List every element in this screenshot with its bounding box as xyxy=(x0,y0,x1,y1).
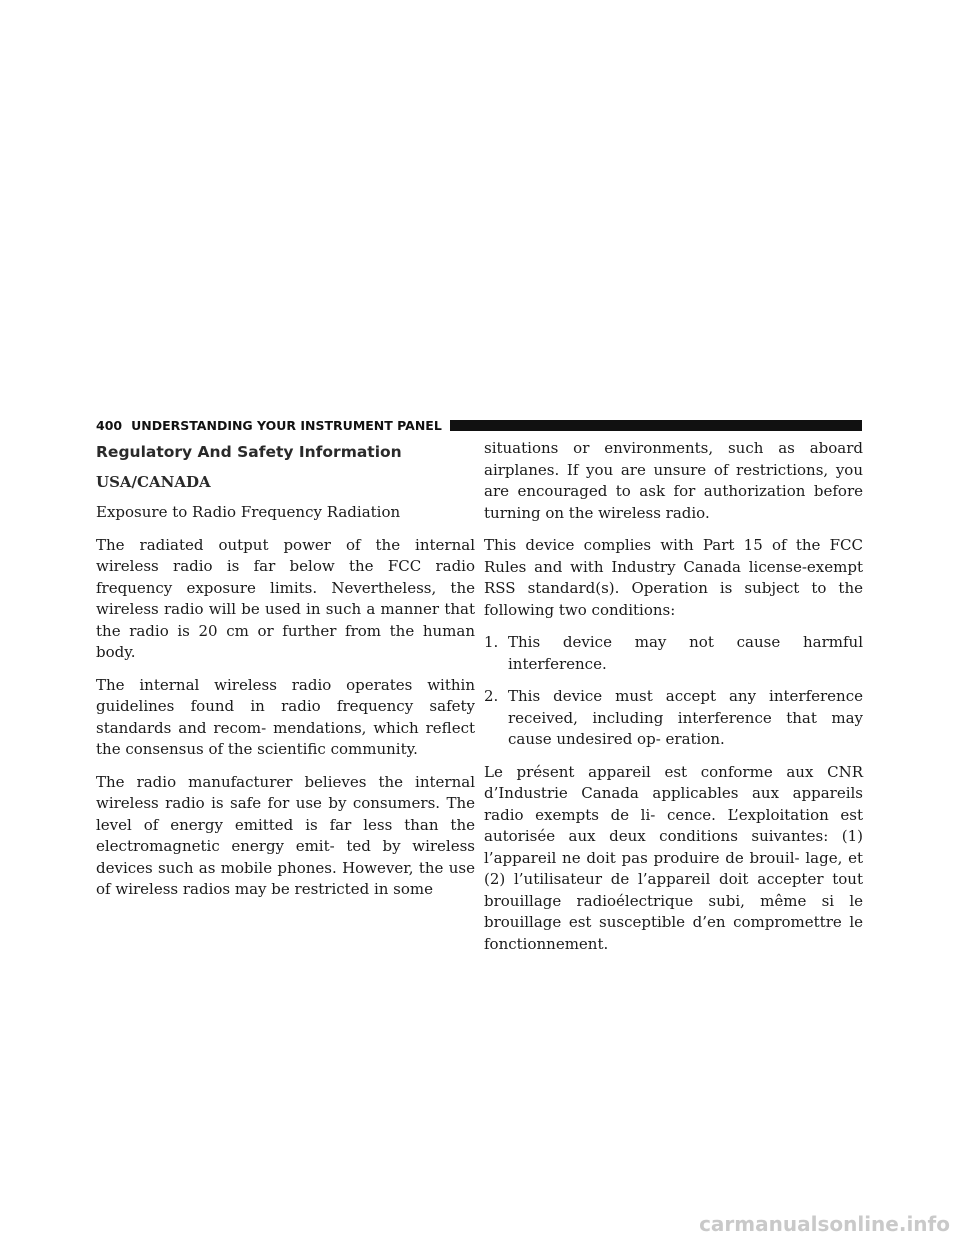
list-item xyxy=(484,686,863,751)
paragraph: The radio manufacturer believes the internal wireless radio is safe for use by consumers. The level of energy emitted is far less than the electromagnetic energy emit- ted by wireless devices such as mobile phones. However, the use of wireless radios may be restricted in some xyxy=(96,772,475,898)
paragraph: The radiated output power of the internal wireless radio is far below the FCC radio frequency exposure limits. Nevertheless, the wireless radio will be used in such a manner that the radio is 20 cm or further from the human body. xyxy=(96,535,475,661)
section-heading: Regulatory And Safety Information xyxy=(96,443,402,461)
paragraph: The internal wireless radio operates within guidelines found in radio frequency safety standards and recom- mendations, which reflect the consensus of the scientific community. xyxy=(96,675,475,758)
right-column xyxy=(484,438,863,966)
left-column xyxy=(96,438,475,912)
list-text: This device may not cause harmful interference. xyxy=(508,633,863,673)
list-number: 2. xyxy=(484,687,499,705)
paragraph: This device complies with Part 15 of the FCC Rules and with Industry Canada license-exempt RSS standard(s). Operation is subject to the following two conditions: xyxy=(484,536,863,619)
watermark: carmanualsonline.info xyxy=(699,1212,950,1236)
header-rule xyxy=(450,420,862,431)
paragraph: Exposure to Radio Frequency Radiation xyxy=(96,503,401,521)
running-header xyxy=(96,416,862,434)
list-number: 1. xyxy=(484,633,499,651)
french-paragraph: Le présent appareil est conforme aux CNR d’Industrie Canada applicables aux appareils radio exempts de li- cence. L’exploitation est autorisée aux deux conditions suivantes: (1) l’appareil ne doit pas produire de brouil- lage, et (2) l’utilisateur de l’appareil doit accepter tout brouillage radioélectrique subi, même si le brouillage est susceptible d’en compromettre le fonctionnement. xyxy=(484,762,863,953)
paragraph: situations or environments, such as aboard airplanes. If you are unsure of restrictions, you are encouraged to ask for authorization before turning on the wireless radio. xyxy=(484,439,863,522)
page-number: 400 xyxy=(96,417,123,433)
subheading: USA/CANADA xyxy=(96,472,211,491)
list-text: This device must accept any interference received, including interference that may cause undesired op- eration. xyxy=(508,687,863,748)
list-item xyxy=(484,632,863,675)
section-title: UNDERSTANDING YOUR INSTRUMENT PANEL xyxy=(131,417,442,433)
